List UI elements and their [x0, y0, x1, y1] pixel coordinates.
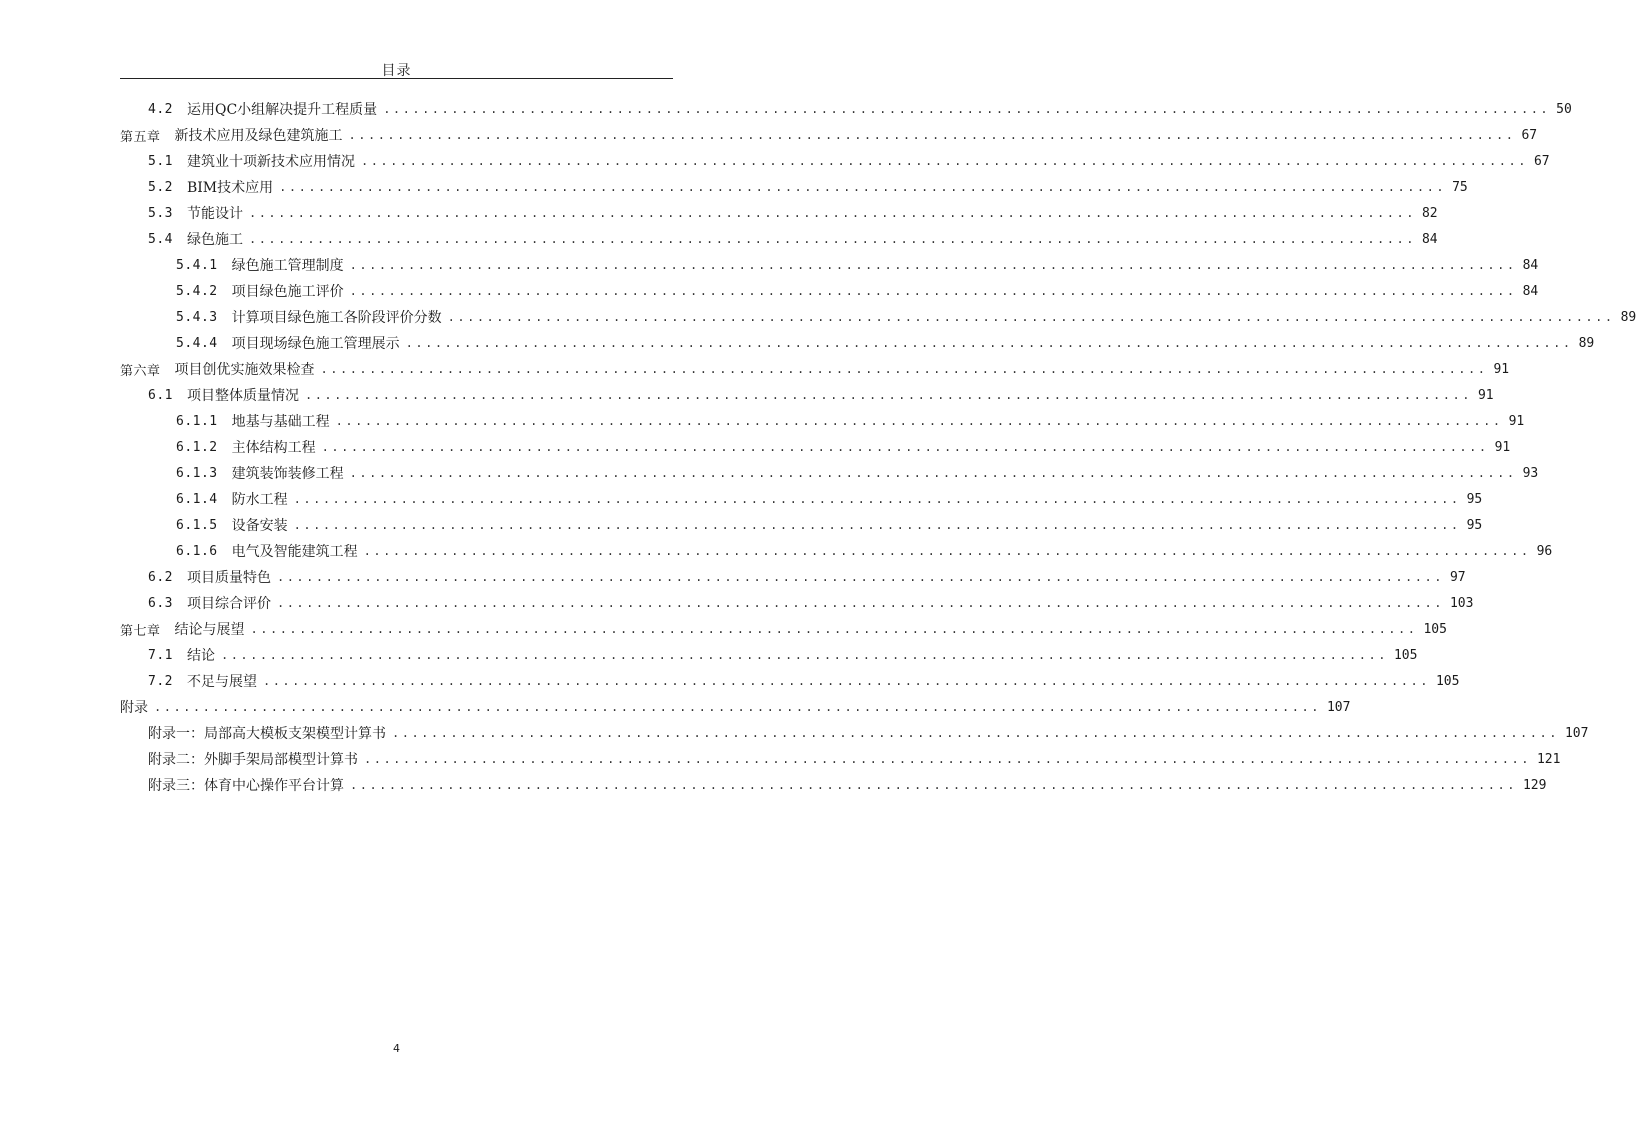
toc-entry-page: 129	[1522, 777, 1547, 793]
toc-entry-page: 103	[1449, 595, 1474, 611]
toc-entry-title: 防水工程	[231, 492, 288, 508]
toc-entry[interactable]	[0, 200, 1438, 226]
toc-entry-number: 第七章	[120, 623, 161, 639]
toc-entry-title: 项目现场绿色施工管理展示	[231, 336, 400, 352]
toc-entry-number: 6.1.2	[176, 439, 218, 455]
toc-dot-leader: ........................................................................................................................	[405, 336, 1573, 350]
toc-dot-leader: ........................................................................................................................	[248, 206, 1416, 220]
toc-entry-page: 95	[1466, 491, 1483, 507]
toc-entry-page: 89	[1578, 335, 1595, 351]
page-number: 4	[393, 1042, 400, 1055]
toc-entry[interactable]	[0, 330, 1595, 356]
toc-dot-leader: ........................................................................................................................	[293, 492, 1461, 506]
toc-dot-leader: ........................................................................................................................	[276, 570, 1444, 584]
header-divider	[120, 78, 673, 79]
toc-entry-number: 5.2	[148, 179, 173, 195]
toc-dot-leader: ........................................................................................................................	[262, 674, 1430, 688]
toc-entry-title: 项目整体质量情况	[186, 388, 299, 404]
toc-dot-leader: ........................................................................................................................	[383, 102, 1551, 116]
toc-entry-page: 84	[1421, 231, 1438, 247]
toc-entry-title: 附录一：局部高大模板支架模型计算书	[148, 726, 386, 742]
toc-entry[interactable]	[0, 252, 1539, 278]
toc-entry-number: 5.4.4	[176, 335, 218, 351]
toc-entry-page: 75	[1452, 179, 1468, 195]
toc-entry-page: 91	[1494, 439, 1511, 455]
toc-entry-title: 项目创优实施效果检查	[174, 362, 315, 378]
toc-entry-title: 绿色施工	[186, 232, 243, 248]
page-header-title: 目录	[381, 63, 412, 79]
toc-entry-number: 5.3	[148, 205, 173, 221]
toc-entry-title: 附录二：外脚手架局部模型计算书	[148, 752, 358, 768]
toc-entry[interactable]	[0, 512, 1483, 538]
toc-entry-number: 5.4.3	[176, 309, 218, 325]
toc-entry-page: 97	[1449, 569, 1466, 585]
toc-dot-leader: ........................................................................................................................	[304, 388, 1472, 402]
toc-entry-title: 结论与展望	[174, 622, 245, 638]
toc-entry[interactable]	[0, 616, 1447, 642]
toc-entry-page: 82	[1421, 205, 1438, 221]
toc-entry[interactable]	[0, 668, 1460, 694]
toc-entry[interactable]	[0, 382, 1494, 408]
toc-entry[interactable]	[0, 174, 1468, 200]
toc-entry[interactable]	[0, 408, 1525, 434]
toc-entry-page: 107	[1564, 725, 1589, 741]
toc-entry[interactable]	[0, 356, 1510, 382]
toc-dot-leader: ........................................................................................................................	[250, 622, 1418, 636]
toc-entry-title: 主体结构工程	[231, 440, 316, 456]
toc-entry-number: 7.1	[148, 647, 173, 663]
toc-entry[interactable]	[0, 304, 1636, 330]
toc-entry-page: 96	[1536, 543, 1553, 559]
toc-entry-title: 设备安装	[231, 518, 288, 534]
toc-dot-leader: ........................................................................................................................	[349, 284, 1517, 298]
toc-entry-page: 50	[1556, 101, 1572, 117]
toc-entry[interactable]	[0, 96, 1572, 122]
toc-entry-number: 第六章	[120, 363, 161, 379]
toc-dot-leader: ........................................................................................................................	[248, 232, 1416, 246]
toc-entry-title: 不足与展望	[186, 674, 257, 690]
toc-entry-number: 6.1.5	[176, 517, 218, 533]
toc-entry-title: 电气及智能建筑工程	[231, 544, 358, 560]
toc-entry-number: 6.1.1	[176, 413, 218, 429]
toc-entry-title: 地基与基础工程	[231, 414, 330, 430]
toc-entry[interactable]	[0, 460, 1539, 486]
toc-entry-title: 建筑业十项新技术应用情况	[186, 154, 355, 170]
toc-entry[interactable]	[0, 122, 1538, 148]
toc-entry[interactable]	[0, 434, 1511, 460]
toc-entry-title: 计算项目绿色施工各阶段评价分数	[231, 310, 442, 326]
toc-dot-leader: ........................................................................................................................	[220, 648, 1388, 662]
toc-entry-number: 6.1	[148, 387, 173, 403]
toc-entry-number: 5.4.2	[176, 283, 218, 299]
toc-dot-leader: ........................................................................................................................	[293, 518, 1461, 532]
toc-entry-number: 5.1	[148, 153, 173, 169]
toc-entry-number: 4.2	[148, 101, 173, 117]
toc-entry[interactable]	[0, 226, 1438, 252]
toc-entry-page: 105	[1435, 673, 1460, 689]
toc-entry-title: 绿色施工管理制度	[231, 258, 344, 274]
toc-entry-page: 105	[1423, 621, 1447, 637]
toc-entry[interactable]	[0, 564, 1466, 590]
toc-entry[interactable]	[0, 746, 1561, 772]
toc-dot-leader: ........................................................................................................................	[364, 752, 1531, 766]
toc-entry-page: 67	[1533, 153, 1550, 169]
toc-entry-title: 附录三：体育中心操作平台计算	[148, 778, 344, 794]
toc-entry[interactable]	[0, 720, 1589, 746]
toc-entry-number: 6.1.6	[176, 543, 218, 559]
toc-entry[interactable]	[0, 278, 1539, 304]
toc-entry-page: 84	[1522, 283, 1539, 299]
toc-entry-page: 95	[1466, 517, 1483, 533]
toc-entry-title: 节能设计	[186, 206, 243, 222]
toc-entry-title: 项目绿色施工评价	[231, 284, 344, 300]
toc-dot-leader: ........................................................................................................................	[276, 596, 1444, 610]
toc-entry-number: 5.4	[148, 231, 173, 247]
toc-entry[interactable]	[0, 148, 1550, 174]
toc-dot-leader: ........................................................................................................................	[360, 154, 1528, 168]
toc-dot-leader: ........................................................................................................................	[154, 700, 1321, 714]
toc-entry-number: 6.2	[148, 569, 173, 585]
toc-entry-title: 项目质量特色	[186, 570, 271, 586]
toc-entry[interactable]	[0, 538, 1553, 564]
toc-entry-number: 5.4.1	[176, 257, 218, 273]
toc-entry[interactable]	[0, 590, 1474, 616]
toc-entry-page: 105	[1393, 647, 1418, 663]
toc-entry-number: 6.1.3	[176, 465, 218, 481]
toc-entry-title: 结论	[186, 648, 215, 664]
toc-dot-leader: ........................................................................................................................	[321, 440, 1489, 454]
toc-entry-number: 7.2	[148, 673, 173, 689]
toc-entry-title: 运用QC小组解决提升工程质量	[186, 102, 378, 118]
toc-entry-page: 91	[1493, 361, 1510, 377]
toc-entry-page: 67	[1521, 127, 1538, 143]
toc-entry-title: 建筑装饰装修工程	[231, 466, 344, 482]
toc-dot-leader: ........................................................................................................................	[320, 362, 1488, 376]
toc-dot-leader: ........................................................................................................................	[348, 128, 1516, 142]
toc-entry-title: 附录	[120, 700, 148, 716]
toc-dot-leader: ........................................................................................................................	[279, 180, 1447, 194]
toc-dot-leader: ........................................................................................................................	[363, 544, 1531, 558]
toc-entry-page: 84	[1522, 257, 1539, 273]
toc-entry-page: 107	[1326, 699, 1351, 715]
toc-entry-number: 6.3	[148, 595, 173, 611]
toc-entry-page: 93	[1522, 465, 1539, 481]
toc-entry[interactable]	[0, 486, 1483, 512]
toc-dot-leader: ........................................................................................................................	[349, 466, 1517, 480]
toc-entry-number: 第五章	[120, 129, 161, 145]
toc-dot-leader: ........................................................................................................................	[447, 310, 1615, 324]
toc-entry[interactable]	[0, 642, 1418, 668]
toc-entry-number: 6.1.4	[176, 491, 218, 507]
toc-dot-leader: ........................................................................................................................	[335, 414, 1503, 428]
toc-entry-page: 91	[1477, 387, 1494, 403]
toc-dot-leader: ........................................................................................................................	[350, 778, 1517, 792]
toc-entry-page: 121	[1536, 751, 1561, 767]
toc-dot-leader: ........................................................................................................................	[349, 258, 1517, 272]
toc-entry[interactable]	[0, 694, 1351, 720]
toc-entry-page: 91	[1508, 413, 1525, 429]
toc-entry-title: BIM技术应用	[186, 180, 274, 196]
toc-entry-title: 项目综合评价	[186, 596, 271, 612]
toc-entry[interactable]	[0, 772, 1547, 798]
toc-entry-page: 89	[1620, 309, 1636, 325]
table-of-contents	[0, 96, 1636, 798]
toc-entry-title: 新技术应用及绿色建筑施工	[174, 128, 343, 144]
toc-dot-leader: ........................................................................................................................	[392, 726, 1559, 740]
